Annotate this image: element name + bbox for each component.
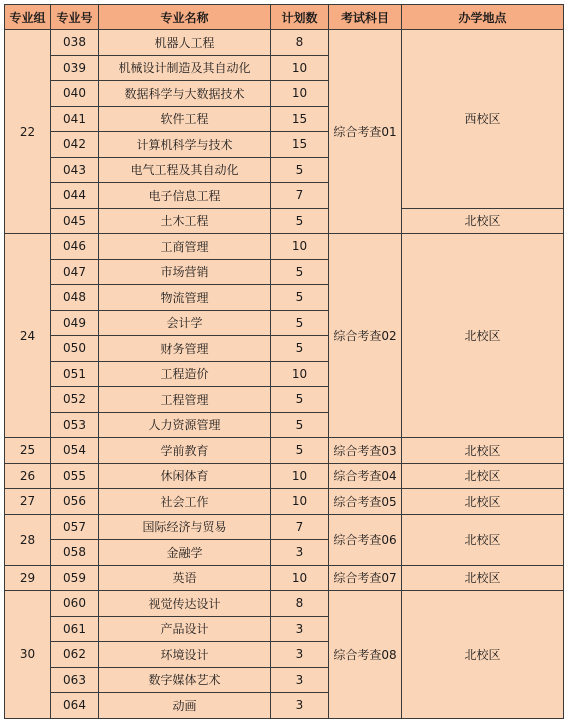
cell-group: 27 <box>5 489 51 515</box>
table-row <box>5 30 564 56</box>
cell-code: 039 <box>51 55 99 81</box>
cell-exam-subject: 综合考查05 <box>329 489 402 515</box>
cell-major-name: 人力资源管理 <box>99 412 271 438</box>
cell-code: 059 <box>51 565 99 591</box>
table-row <box>5 234 564 260</box>
cell-major-name: 动画 <box>99 693 271 719</box>
cell-plan-count: 3 <box>271 616 329 642</box>
cell-major-name: 数据科学与大数据技术 <box>99 81 271 107</box>
cell-plan-count: 10 <box>271 489 329 515</box>
cell-plan-count: 8 <box>271 30 329 56</box>
cell-plan-count: 10 <box>271 565 329 591</box>
cell-group: 30 <box>5 591 51 719</box>
header-code: 专业号 <box>51 5 99 30</box>
cell-code: 058 <box>51 540 99 566</box>
cell-code: 056 <box>51 489 99 515</box>
cell-plan-count: 3 <box>271 540 329 566</box>
cell-campus-location: 北校区 <box>402 591 564 719</box>
cell-code: 060 <box>51 591 99 617</box>
cell-major-name: 计算机科学与技术 <box>99 132 271 158</box>
table-body <box>5 30 564 719</box>
cell-exam-subject: 综合考查01 <box>329 30 402 234</box>
cell-plan-count: 7 <box>271 183 329 209</box>
cell-code: 045 <box>51 208 99 234</box>
cell-campus-location: 北校区 <box>402 463 564 489</box>
cell-exam-subject: 综合考查08 <box>329 591 402 719</box>
cell-exam-subject: 综合考查06 <box>329 514 402 565</box>
cell-plan-count: 5 <box>271 157 329 183</box>
cell-code: 043 <box>51 157 99 183</box>
cell-major-name: 机器人工程 <box>99 30 271 56</box>
cell-group: 24 <box>5 234 51 438</box>
cell-plan-count: 5 <box>271 208 329 234</box>
cell-code: 057 <box>51 514 99 540</box>
cell-major-name: 环境设计 <box>99 642 271 668</box>
cell-major-name: 市场营销 <box>99 259 271 285</box>
cell-major-name: 学前教育 <box>99 438 271 464</box>
table-row <box>5 514 564 540</box>
cell-exam-subject: 综合考查07 <box>329 565 402 591</box>
cell-major-name: 财务管理 <box>99 336 271 362</box>
cell-group: 25 <box>5 438 51 464</box>
header-row <box>5 5 564 30</box>
cell-plan-count: 3 <box>271 693 329 719</box>
cell-major-name: 电子信息工程 <box>99 183 271 209</box>
cell-campus-location: 北校区 <box>402 438 564 464</box>
table-row <box>5 565 564 591</box>
cell-major-name: 土木工程 <box>99 208 271 234</box>
cell-exam-subject: 综合考查03 <box>329 438 402 464</box>
cell-plan-count: 5 <box>271 438 329 464</box>
cell-code: 048 <box>51 285 99 311</box>
table-row <box>5 489 564 515</box>
table-row <box>5 463 564 489</box>
cell-plan-count: 5 <box>271 285 329 311</box>
cell-code: 049 <box>51 310 99 336</box>
cell-code: 053 <box>51 412 99 438</box>
cell-plan-count: 15 <box>271 106 329 132</box>
cell-major-name: 工程管理 <box>99 387 271 413</box>
cell-code: 050 <box>51 336 99 362</box>
header-location: 办学地点 <box>402 5 564 30</box>
cell-plan-count: 10 <box>271 361 329 387</box>
cell-plan-count: 10 <box>271 81 329 107</box>
cell-major-name: 软件工程 <box>99 106 271 132</box>
cell-code: 054 <box>51 438 99 464</box>
cell-code: 055 <box>51 463 99 489</box>
cell-major-name: 数字媒体艺术 <box>99 667 271 693</box>
cell-code: 047 <box>51 259 99 285</box>
cell-campus-location: 北校区 <box>402 208 564 234</box>
cell-code: 044 <box>51 183 99 209</box>
cell-major-name: 工程造价 <box>99 361 271 387</box>
cell-plan-count: 10 <box>271 234 329 260</box>
cell-major-name: 电气工程及其自动化 <box>99 157 271 183</box>
cell-campus-location: 西校区 <box>402 30 564 209</box>
cell-code: 052 <box>51 387 99 413</box>
cell-plan-count: 3 <box>271 642 329 668</box>
cell-plan-count: 5 <box>271 259 329 285</box>
cell-plan-count: 5 <box>271 336 329 362</box>
cell-exam-subject: 综合考查04 <box>329 463 402 489</box>
cell-plan-count: 7 <box>271 514 329 540</box>
cell-code: 038 <box>51 30 99 56</box>
cell-major-name: 物流管理 <box>99 285 271 311</box>
cell-campus-location: 北校区 <box>402 234 564 438</box>
cell-major-name: 产品设计 <box>99 616 271 642</box>
cell-campus-location: 北校区 <box>402 565 564 591</box>
cell-major-name: 休闲体育 <box>99 463 271 489</box>
cell-plan-count: 3 <box>271 667 329 693</box>
cell-plan-count: 15 <box>271 132 329 158</box>
cell-campus-location: 北校区 <box>402 514 564 565</box>
cell-major-name: 金融学 <box>99 540 271 566</box>
cell-plan-count: 5 <box>271 412 329 438</box>
cell-exam-subject: 综合考查02 <box>329 234 402 438</box>
cell-major-name: 工商管理 <box>99 234 271 260</box>
cell-campus-location: 北校区 <box>402 489 564 515</box>
cell-group: 26 <box>5 463 51 489</box>
table-container <box>4 4 564 719</box>
header-plan: 计划数 <box>271 5 329 30</box>
cell-code: 051 <box>51 361 99 387</box>
cell-code: 063 <box>51 667 99 693</box>
table-row <box>5 438 564 464</box>
cell-plan-count: 5 <box>271 310 329 336</box>
cell-major-name: 社会工作 <box>99 489 271 515</box>
cell-major-name: 会计学 <box>99 310 271 336</box>
header-subject: 考试科目 <box>329 5 402 30</box>
header-name: 专业名称 <box>99 5 271 30</box>
cell-group: 29 <box>5 565 51 591</box>
cell-code: 061 <box>51 616 99 642</box>
cell-code: 046 <box>51 234 99 260</box>
table-row <box>5 208 564 234</box>
header-group: 专业组 <box>5 5 51 30</box>
enrollment-plan-table <box>4 4 564 719</box>
cell-code: 041 <box>51 106 99 132</box>
cell-plan-count: 10 <box>271 55 329 81</box>
cell-code: 064 <box>51 693 99 719</box>
cell-code: 062 <box>51 642 99 668</box>
cell-major-name: 英语 <box>99 565 271 591</box>
cell-plan-count: 8 <box>271 591 329 617</box>
cell-plan-count: 5 <box>271 387 329 413</box>
cell-major-name: 国际经济与贸易 <box>99 514 271 540</box>
cell-code: 042 <box>51 132 99 158</box>
cell-plan-count: 10 <box>271 463 329 489</box>
cell-group: 22 <box>5 30 51 234</box>
cell-major-name: 机械设计制造及其自动化 <box>99 55 271 81</box>
table-row <box>5 591 564 617</box>
cell-major-name: 视觉传达设计 <box>99 591 271 617</box>
cell-group: 28 <box>5 514 51 565</box>
cell-code: 040 <box>51 81 99 107</box>
